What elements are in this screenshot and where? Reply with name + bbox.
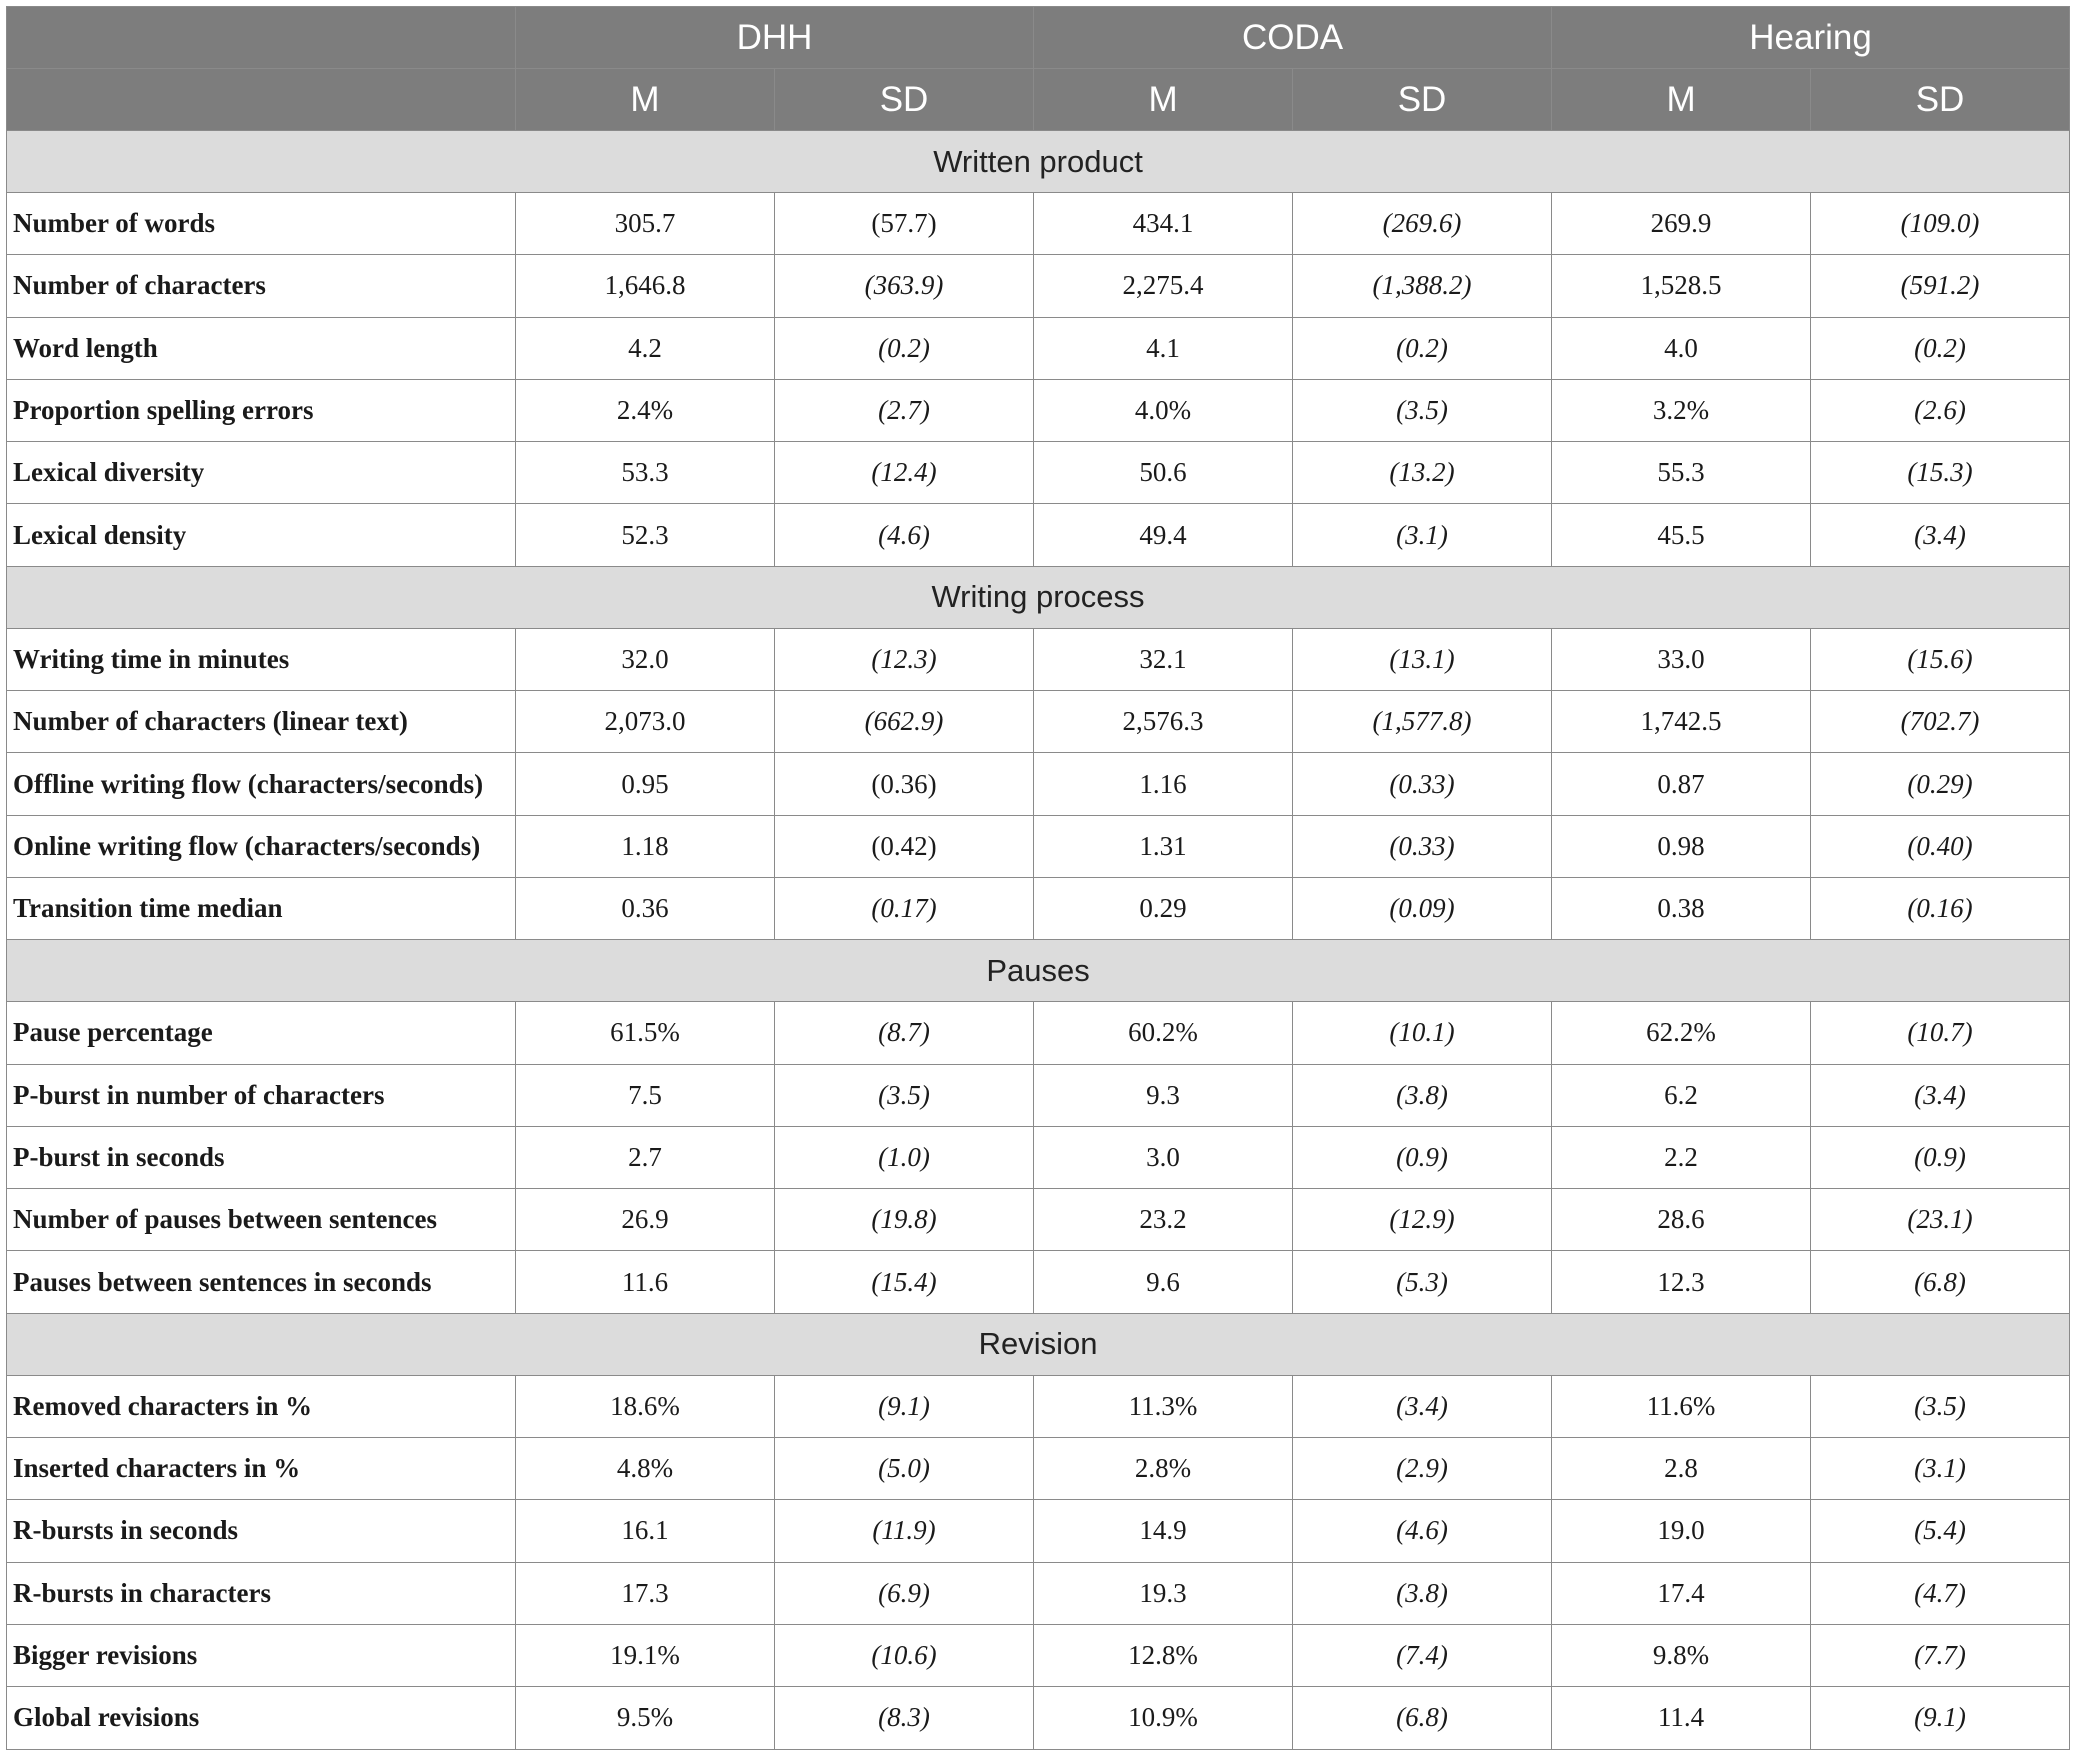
row-label: Number of words — [7, 193, 516, 255]
sd-cell: (7.4) — [1293, 1624, 1552, 1686]
sd-cell: (363.9) — [775, 255, 1034, 317]
mean-cell: 1.31 — [1034, 815, 1293, 877]
sd-cell: (3.8) — [1293, 1064, 1552, 1126]
sd-cell: (57.7) — [775, 193, 1034, 255]
mean-cell: 4.0 — [1552, 317, 1811, 379]
table-row — [7, 691, 2070, 753]
row-label: Global revisions — [7, 1687, 516, 1749]
table-row — [7, 317, 2070, 379]
row-label: R-bursts in seconds — [7, 1500, 516, 1562]
sd-cell: (10.6) — [775, 1624, 1034, 1686]
sd-cell: (1.0) — [775, 1126, 1034, 1188]
mean-cell: 2.4% — [516, 379, 775, 441]
sd-cell: (0.09) — [1293, 877, 1552, 939]
sd-cell: (3.5) — [775, 1064, 1034, 1126]
row-label: Lexical density — [7, 504, 516, 566]
sd-cell: (0.33) — [1293, 753, 1552, 815]
row-label: Pause percentage — [7, 1002, 516, 1064]
row-label: Lexical diversity — [7, 442, 516, 504]
row-label: P-burst in number of characters — [7, 1064, 516, 1126]
mean-cell: 18.6% — [516, 1375, 775, 1437]
mean-cell: 269.9 — [1552, 193, 1811, 255]
sd-cell: (0.9) — [1293, 1126, 1552, 1188]
mean-cell: 45.5 — [1552, 504, 1811, 566]
mean-cell: 305.7 — [516, 193, 775, 255]
mean-cell: 32.0 — [516, 628, 775, 690]
sd-cell: (4.7) — [1811, 1562, 2070, 1624]
mean-cell: 23.2 — [1034, 1189, 1293, 1251]
sd-cell: (13.1) — [1293, 628, 1552, 690]
table-row — [7, 379, 2070, 441]
mean-cell: 2.8 — [1552, 1438, 1811, 1500]
mean-cell: 0.29 — [1034, 877, 1293, 939]
header-corner — [7, 7, 516, 69]
mean-cell: 19.0 — [1552, 1500, 1811, 1562]
mean-cell: 1,528.5 — [1552, 255, 1811, 317]
mean-cell: 0.87 — [1552, 753, 1811, 815]
table-row — [7, 255, 2070, 317]
group-header-dhh: DHH — [516, 7, 1034, 69]
section-title: Pauses — [7, 940, 2070, 1002]
table-row — [7, 877, 2070, 939]
sd-cell: (6.9) — [775, 1562, 1034, 1624]
sd-cell: (0.2) — [775, 317, 1034, 379]
results-table — [6, 6, 2070, 1750]
mean-cell: 11.4 — [1552, 1687, 1811, 1749]
mean-cell: 1.18 — [516, 815, 775, 877]
sd-cell: (2.7) — [775, 379, 1034, 441]
table-row — [7, 628, 2070, 690]
sd-cell: (1,388.2) — [1293, 255, 1552, 317]
mean-cell: 3.0 — [1034, 1126, 1293, 1188]
sd-cell: (5.4) — [1811, 1500, 2070, 1562]
sd-cell: (19.8) — [775, 1189, 1034, 1251]
mean-cell: 11.3% — [1034, 1375, 1293, 1437]
sd-cell: (3.1) — [1811, 1438, 2070, 1500]
mean-cell: 434.1 — [1034, 193, 1293, 255]
sd-cell: (15.6) — [1811, 628, 2070, 690]
sd-cell: (109.0) — [1811, 193, 2070, 255]
row-label: Number of characters — [7, 255, 516, 317]
sd-cell: (13.2) — [1293, 442, 1552, 504]
sd-cell: (12.3) — [775, 628, 1034, 690]
mean-cell: 2.2 — [1552, 1126, 1811, 1188]
section-row — [7, 1313, 2070, 1375]
sd-cell: (0.16) — [1811, 877, 2070, 939]
mean-cell: 49.4 — [1034, 504, 1293, 566]
mean-cell: 1.16 — [1034, 753, 1293, 815]
mean-cell: 1,742.5 — [1552, 691, 1811, 753]
sd-cell: (23.1) — [1811, 1189, 2070, 1251]
mean-cell: 0.98 — [1552, 815, 1811, 877]
sd-cell: (0.2) — [1293, 317, 1552, 379]
mean-cell: 9.3 — [1034, 1064, 1293, 1126]
sd-cell: (5.3) — [1293, 1251, 1552, 1313]
section-row — [7, 131, 2070, 193]
mean-cell: 26.9 — [516, 1189, 775, 1251]
mean-cell: 0.36 — [516, 877, 775, 939]
mean-cell: 32.1 — [1034, 628, 1293, 690]
sd-cell: (8.3) — [775, 1687, 1034, 1749]
mean-cell: 4.0% — [1034, 379, 1293, 441]
table-row — [7, 815, 2070, 877]
section-title: Writing process — [7, 566, 2070, 628]
table-row — [7, 1251, 2070, 1313]
mean-cell: 55.3 — [1552, 442, 1811, 504]
row-label: Bigger revisions — [7, 1624, 516, 1686]
mean-cell: 6.2 — [1552, 1064, 1811, 1126]
stat-header: M — [516, 69, 775, 131]
sd-cell: (10.7) — [1811, 1002, 2070, 1064]
stat-header: SD — [775, 69, 1034, 131]
sd-cell: (3.4) — [1293, 1375, 1552, 1437]
mean-cell: 16.1 — [516, 1500, 775, 1562]
row-label: Online writing flow (characters/seconds) — [7, 815, 516, 877]
sd-cell: (7.7) — [1811, 1624, 2070, 1686]
mean-cell: 11.6% — [1552, 1375, 1811, 1437]
mean-cell: 9.6 — [1034, 1251, 1293, 1313]
sd-cell: (12.9) — [1293, 1189, 1552, 1251]
mean-cell: 50.6 — [1034, 442, 1293, 504]
row-label: Word length — [7, 317, 516, 379]
mean-cell: 10.9% — [1034, 1687, 1293, 1749]
mean-cell: 9.8% — [1552, 1624, 1811, 1686]
sd-cell: (8.7) — [775, 1002, 1034, 1064]
row-label: Offline writing flow (characters/seconds) — [7, 753, 516, 815]
table-row — [7, 1624, 2070, 1686]
table-row — [7, 1438, 2070, 1500]
table-row — [7, 1189, 2070, 1251]
table-row — [7, 1375, 2070, 1437]
table-row — [7, 1002, 2070, 1064]
mean-cell: 19.1% — [516, 1624, 775, 1686]
sd-cell: (0.17) — [775, 877, 1034, 939]
table-row — [7, 442, 2070, 504]
mean-cell: 60.2% — [1034, 1002, 1293, 1064]
mean-cell: 61.5% — [516, 1002, 775, 1064]
sd-cell: (662.9) — [775, 691, 1034, 753]
sd-cell: (5.0) — [775, 1438, 1034, 1500]
table-row — [7, 504, 2070, 566]
mean-cell: 4.8% — [516, 1438, 775, 1500]
mean-cell: 4.2 — [516, 317, 775, 379]
mean-cell: 12.3 — [1552, 1251, 1811, 1313]
sd-cell: (0.29) — [1811, 753, 2070, 815]
mean-cell: 2.8% — [1034, 1438, 1293, 1500]
mean-cell: 2.7 — [516, 1126, 775, 1188]
mean-cell: 2,073.0 — [516, 691, 775, 753]
stat-header: SD — [1293, 69, 1552, 131]
mean-cell: 0.38 — [1552, 877, 1811, 939]
mean-cell: 52.3 — [516, 504, 775, 566]
group-header-row — [7, 7, 2070, 69]
sd-cell: (3.1) — [1293, 504, 1552, 566]
mean-cell: 17.4 — [1552, 1562, 1811, 1624]
table-row — [7, 1064, 2070, 1126]
row-label: Removed characters in % — [7, 1375, 516, 1437]
sd-cell: (4.6) — [775, 504, 1034, 566]
sd-cell: (4.6) — [1293, 1500, 1552, 1562]
row-label: P-burst in seconds — [7, 1126, 516, 1188]
stat-header-row — [7, 69, 2070, 131]
row-label: Writing time in minutes — [7, 628, 516, 690]
sd-cell: (15.4) — [775, 1251, 1034, 1313]
table-row — [7, 1126, 2070, 1188]
mean-cell: 19.3 — [1034, 1562, 1293, 1624]
row-label: R-bursts in characters — [7, 1562, 516, 1624]
row-label: Pauses between sentences in seconds — [7, 1251, 516, 1313]
mean-cell: 62.2% — [1552, 1002, 1811, 1064]
section-title: Written product — [7, 131, 2070, 193]
mean-cell: 1,646.8 — [516, 255, 775, 317]
sd-cell: (2.9) — [1293, 1438, 1552, 1500]
sd-cell: (0.42) — [775, 815, 1034, 877]
mean-cell: 3.2% — [1552, 379, 1811, 441]
mean-cell: 12.8% — [1034, 1624, 1293, 1686]
section-row — [7, 940, 2070, 1002]
table-row — [7, 1687, 2070, 1749]
sd-cell: (2.6) — [1811, 379, 2070, 441]
sd-cell: (0.40) — [1811, 815, 2070, 877]
section-title: Revision — [7, 1313, 2070, 1375]
table-row — [7, 1500, 2070, 1562]
group-header-coda: CODA — [1034, 7, 1552, 69]
sd-cell: (6.8) — [1811, 1251, 2070, 1313]
table-row — [7, 753, 2070, 815]
stat-header: SD — [1811, 69, 2070, 131]
sd-cell: (3.4) — [1811, 1064, 2070, 1126]
row-label: Proportion spelling errors — [7, 379, 516, 441]
sd-cell: (10.1) — [1293, 1002, 1552, 1064]
sd-cell: (0.36) — [775, 753, 1034, 815]
mean-cell: 4.1 — [1034, 317, 1293, 379]
mean-cell: 33.0 — [1552, 628, 1811, 690]
row-label: Transition time median — [7, 877, 516, 939]
sd-cell: (269.6) — [1293, 193, 1552, 255]
table-body — [7, 131, 2070, 1750]
mean-cell: 0.95 — [516, 753, 775, 815]
sd-cell: (3.5) — [1293, 379, 1552, 441]
sd-cell: (12.4) — [775, 442, 1034, 504]
sd-cell: (3.4) — [1811, 504, 2070, 566]
sd-cell: (3.8) — [1293, 1562, 1552, 1624]
table-row — [7, 193, 2070, 255]
group-header-hearing: Hearing — [1552, 7, 2070, 69]
mean-cell: 2,275.4 — [1034, 255, 1293, 317]
mean-cell: 7.5 — [516, 1064, 775, 1126]
mean-cell: 9.5% — [516, 1687, 775, 1749]
sd-cell: (6.8) — [1293, 1687, 1552, 1749]
header-corner — [7, 69, 516, 131]
sd-cell: (9.1) — [775, 1375, 1034, 1437]
sd-cell: (15.3) — [1811, 442, 2070, 504]
sd-cell: (11.9) — [775, 1500, 1034, 1562]
sd-cell: (0.33) — [1293, 815, 1552, 877]
table-row — [7, 1562, 2070, 1624]
sd-cell: (9.1) — [1811, 1687, 2070, 1749]
stat-header: M — [1552, 69, 1811, 131]
sd-cell: (0.2) — [1811, 317, 2070, 379]
mean-cell: 2,576.3 — [1034, 691, 1293, 753]
section-row — [7, 566, 2070, 628]
mean-cell: 53.3 — [516, 442, 775, 504]
stat-header: M — [1034, 69, 1293, 131]
row-label: Inserted characters in % — [7, 1438, 516, 1500]
mean-cell: 14.9 — [1034, 1500, 1293, 1562]
row-label: Number of pauses between sentences — [7, 1189, 516, 1251]
mean-cell: 11.6 — [516, 1251, 775, 1313]
sd-cell: (0.9) — [1811, 1126, 2070, 1188]
mean-cell: 28.6 — [1552, 1189, 1811, 1251]
row-label: Number of characters (linear text) — [7, 691, 516, 753]
sd-cell: (3.5) — [1811, 1375, 2070, 1437]
sd-cell: (591.2) — [1811, 255, 2070, 317]
sd-cell: (702.7) — [1811, 691, 2070, 753]
mean-cell: 17.3 — [516, 1562, 775, 1624]
sd-cell: (1,577.8) — [1293, 691, 1552, 753]
